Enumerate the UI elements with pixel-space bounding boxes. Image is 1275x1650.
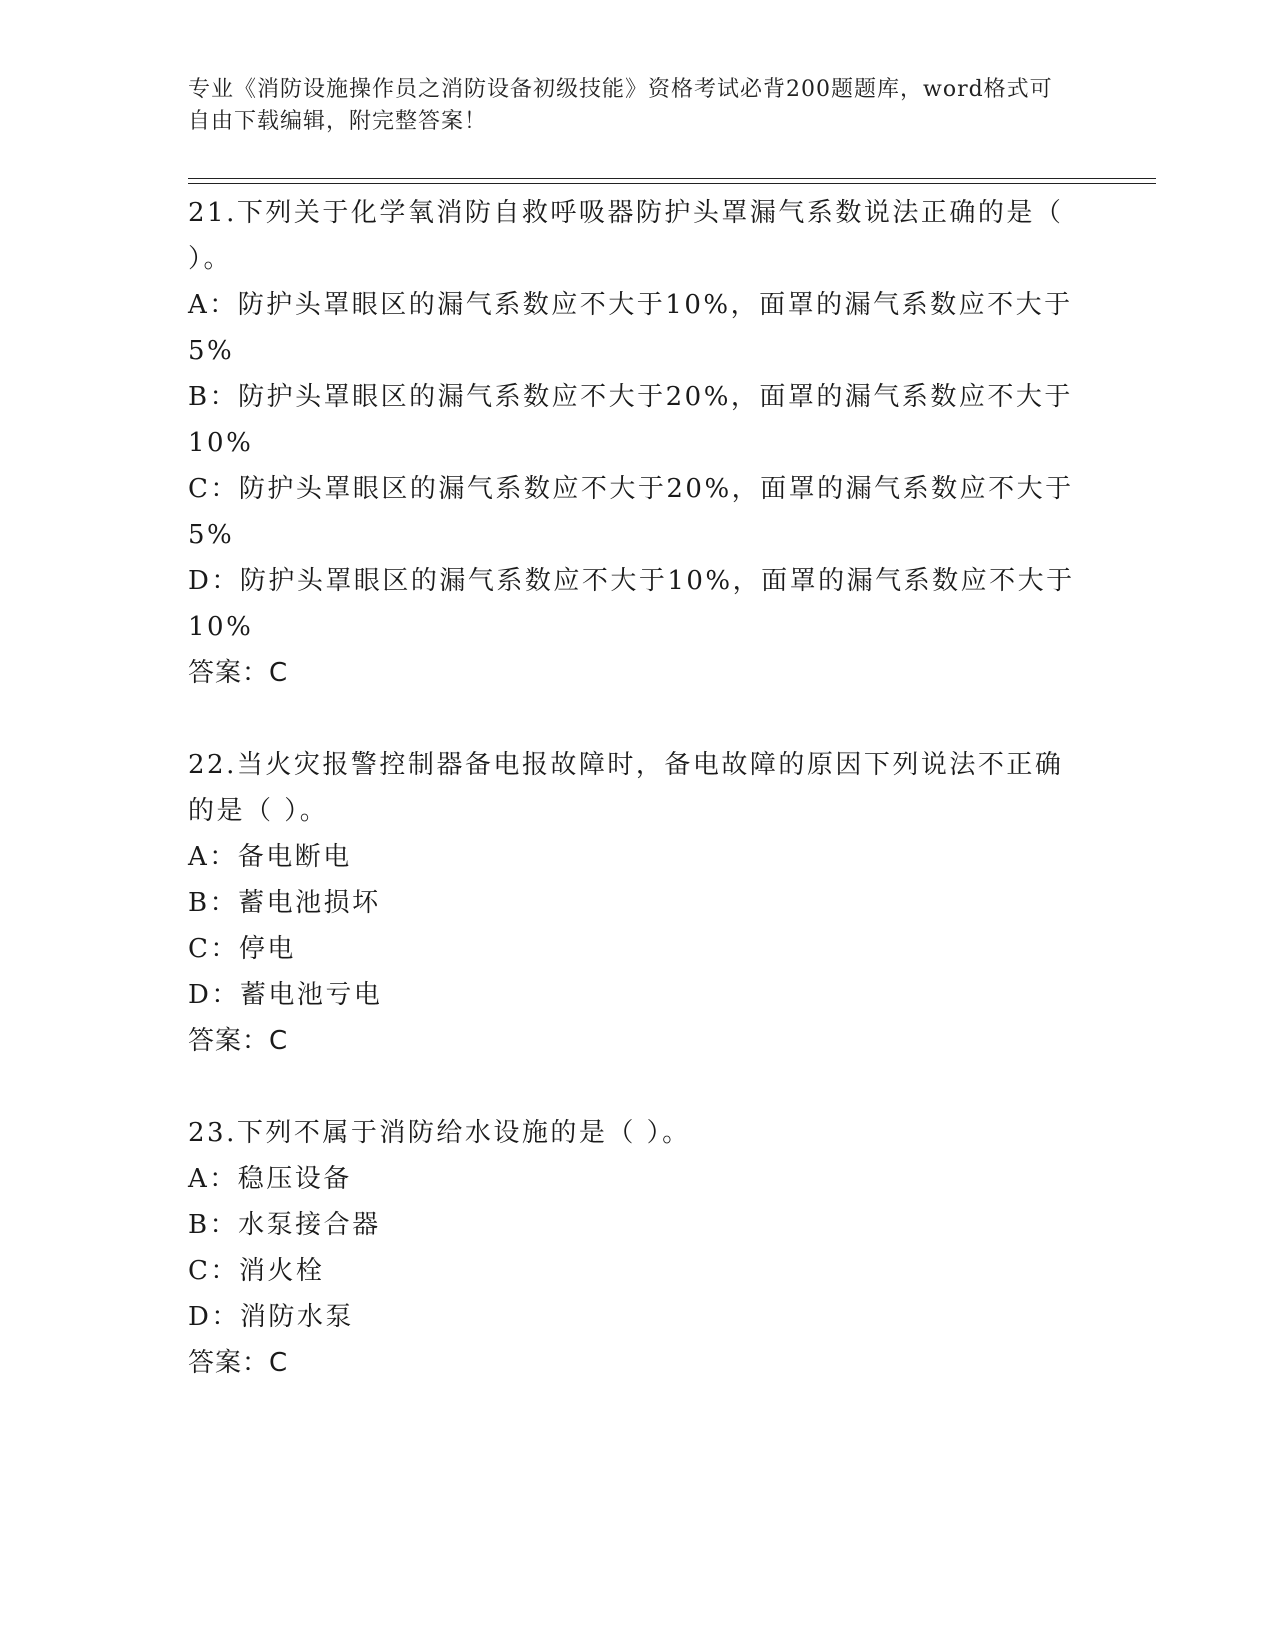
question-21 [188, 190, 1078, 696]
option-b: B：防护头罩眼区的漏气系数应不大于20%，面罩的漏气系数应不大于10% [188, 382, 1073, 458]
answer: 答案：C [188, 658, 289, 688]
option-c: C：消火栓 [188, 1256, 325, 1286]
option-a: A：防护头罩眼区的漏气系数应不大于10%，面罩的漏气系数应不大于5% [188, 290, 1073, 366]
option-d: D：蓄电池亏电 [188, 980, 383, 1010]
option-d: D：防护头罩眼区的漏气系数应不大于10%，面罩的漏气系数应不大于10% [188, 566, 1075, 642]
question-stem: 23.下列不属于消防给水设施的是（ ）。 [188, 1118, 691, 1148]
option-a: A：稳压设备 [188, 1164, 352, 1194]
option-d: D：消防水泵 [188, 1302, 354, 1332]
document-header: 专业《消防设施操作员之消防设备初级技能》资格考试必背200题题库，word格式可自由下载编辑，附完整答案！ [188, 77, 1053, 134]
option-c: C：防护头罩眼区的漏气系数应不大于20%，面罩的漏气系数应不大于5% [188, 474, 1074, 550]
option-b: B：水泵接合器 [188, 1210, 381, 1240]
question-stem: 21.下列关于化学氧消防自救呼吸器防护头罩漏气系数说法正确的是（ ）。 [188, 198, 1064, 274]
question-list [188, 190, 1078, 1432]
answer: 答案：C [188, 1348, 289, 1378]
header-divider-bottom [188, 183, 1156, 184]
question-stem: 22.当火灾报警控制器备电报故障时，备电故障的原因下列说法不正确的是（ ）。 [188, 750, 1064, 826]
option-a: A：备电断电 [188, 842, 352, 872]
question-23 [188, 1110, 1078, 1386]
option-c: C：停电 [188, 934, 296, 964]
option-b: B：蓄电池损坏 [188, 888, 381, 918]
header-divider-top [188, 178, 1156, 179]
question-22 [188, 742, 1078, 1064]
answer: 答案：C [188, 1026, 289, 1056]
